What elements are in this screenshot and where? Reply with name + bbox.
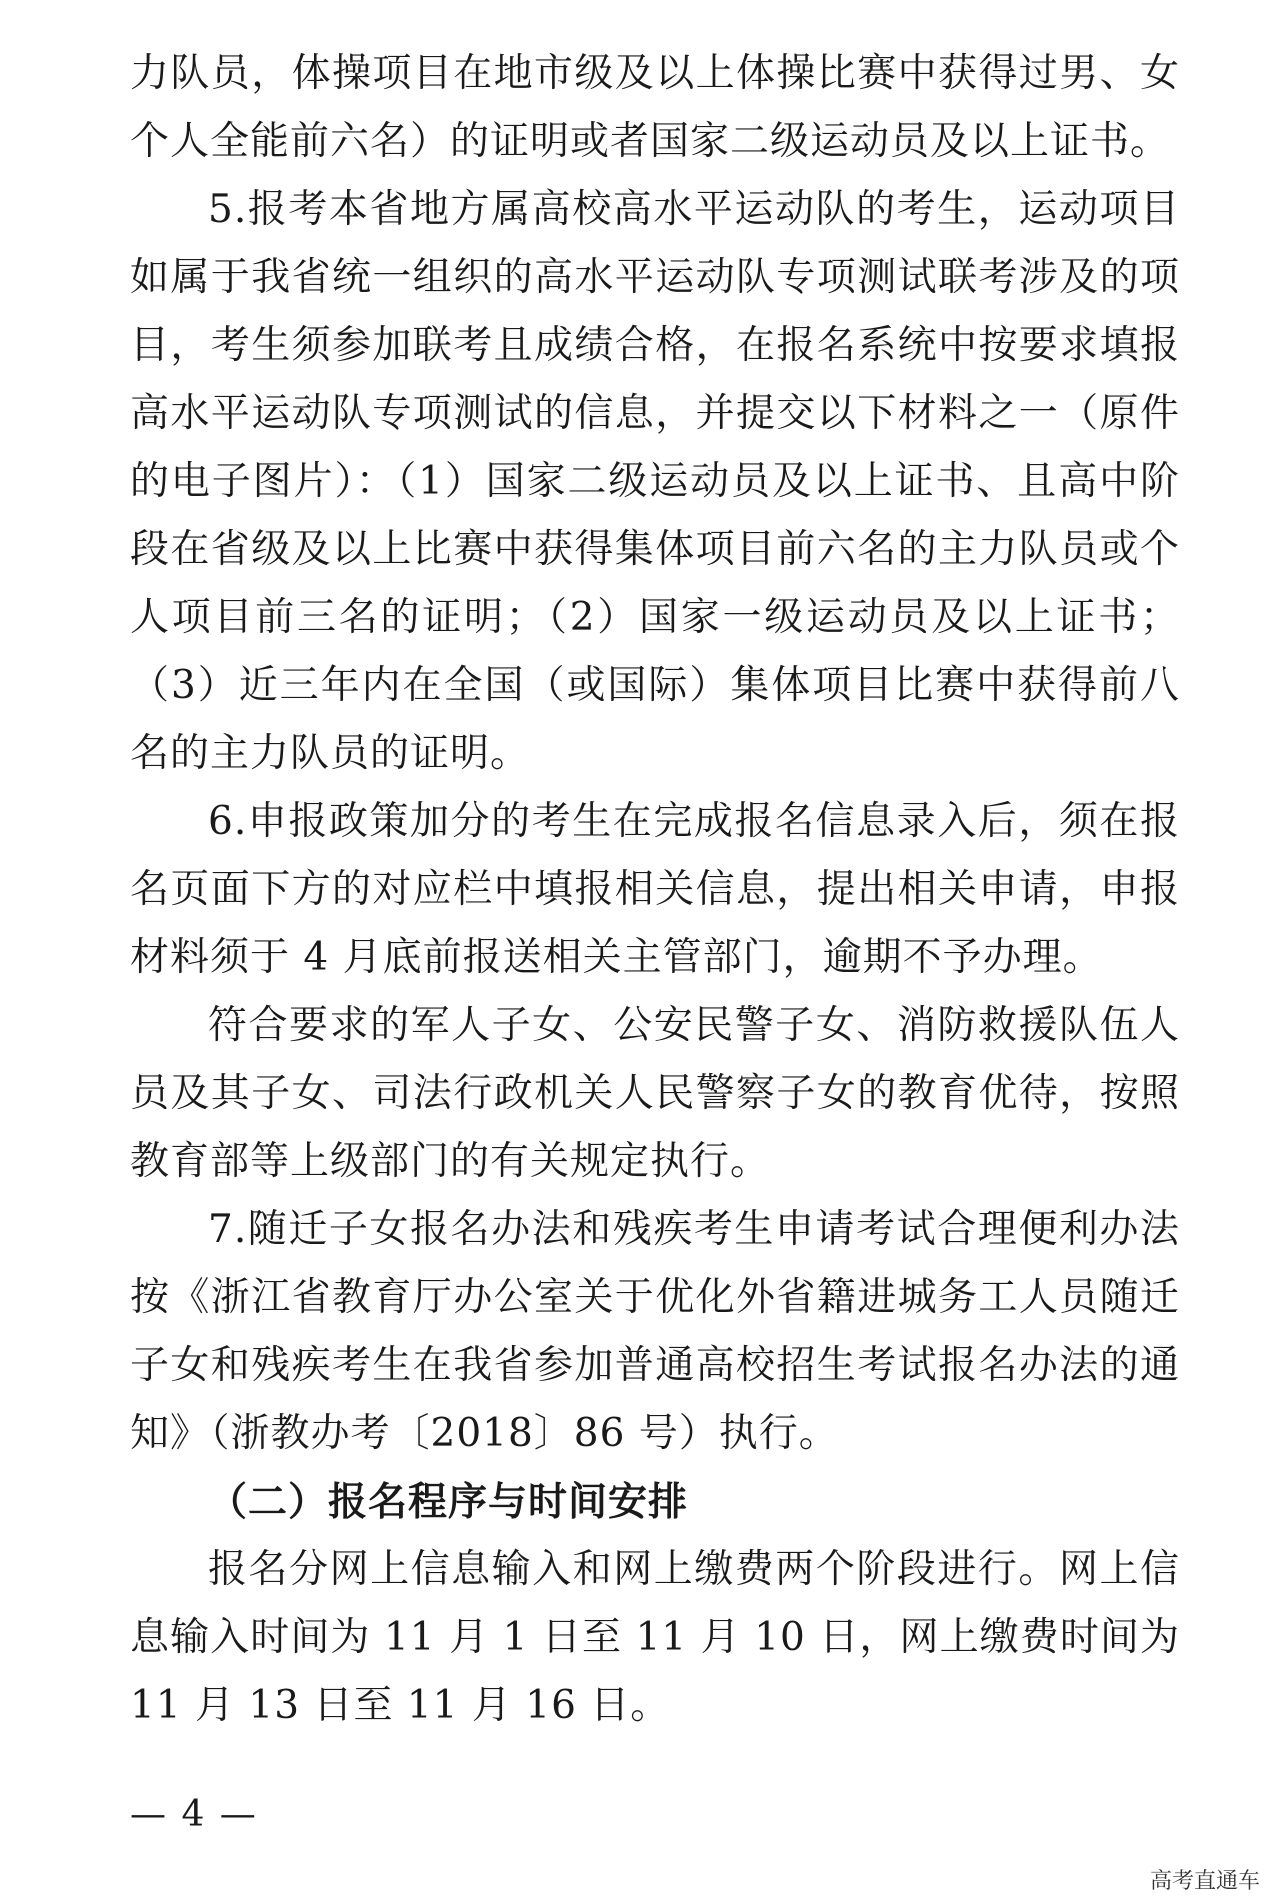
paragraph-continuation: 力队员，体操项目在地市级及以上体操比赛中获得过男、女个人全能前六名）的证明或者国家二级运动员及以上证书。 (130, 51, 1180, 164)
paragraph-item-5: 5.报考本省地方属高校高水平运动队的考生，运动项目如属于我省统一组织的高水平运动队专项测试联考涉及的项目，考生须参加联考且成绩合格，在报名系统中按要求填报高水平运动队专项测试的信息，并提交以下材料之一（原件的电子图片）：（1）国家二级运动员及以上证书、且高中阶段在省级及以上比赛中获得集体项目前六名的主力队员或个人项目前三名的证明；（2）国家一级运动员及以上证书；（3）近三年内在全国（或国际）集体项目比赛中获得前八名的主力队员的证明。 (130, 187, 1180, 776)
watermark: 高考直通车 (1149, 1869, 1260, 1894)
paragraph-military-families: 符合要求的军人子女、公安民警子女、消防救援队伍人员及其子女、司法行政机关人民警察子女的教育优待，按照教育部等上级部门的有关规定执行。 (130, 1003, 1180, 1184)
document-body (130, 40, 1180, 1740)
paragraph-item-7: 7.随迁子女报名办法和残疾考生申请考试合理便利办法按《浙江省教育厅办公室关于优化外省籍进城务工人员随迁子女和残疾考生在我省参加普通高校招生考试报名办法的通知》（浙教办考〔2018〕86 号）执行。 (130, 1207, 1180, 1456)
page-number: — 4 — (130, 1794, 258, 1835)
paragraph-item-6: 6.申报政策加分的考生在完成报名信息录入后，须在报名页面下方的对应栏中填报相关信息，提出相关申请，申报材料须于 4 月底前报送相关主管部门，逾期不予办理。 (130, 799, 1180, 980)
section-heading-registration: （二）报名程序与时间安排 (208, 1479, 689, 1525)
paragraph-registration-schedule: 报名分网上信息输入和网上缴费两个阶段进行。网上信息输入时间为 11 月 1 日至 11 月 10 日，网上缴费时间为 11 月 13 日至 11 月 16 日。 (130, 1547, 1180, 1728)
